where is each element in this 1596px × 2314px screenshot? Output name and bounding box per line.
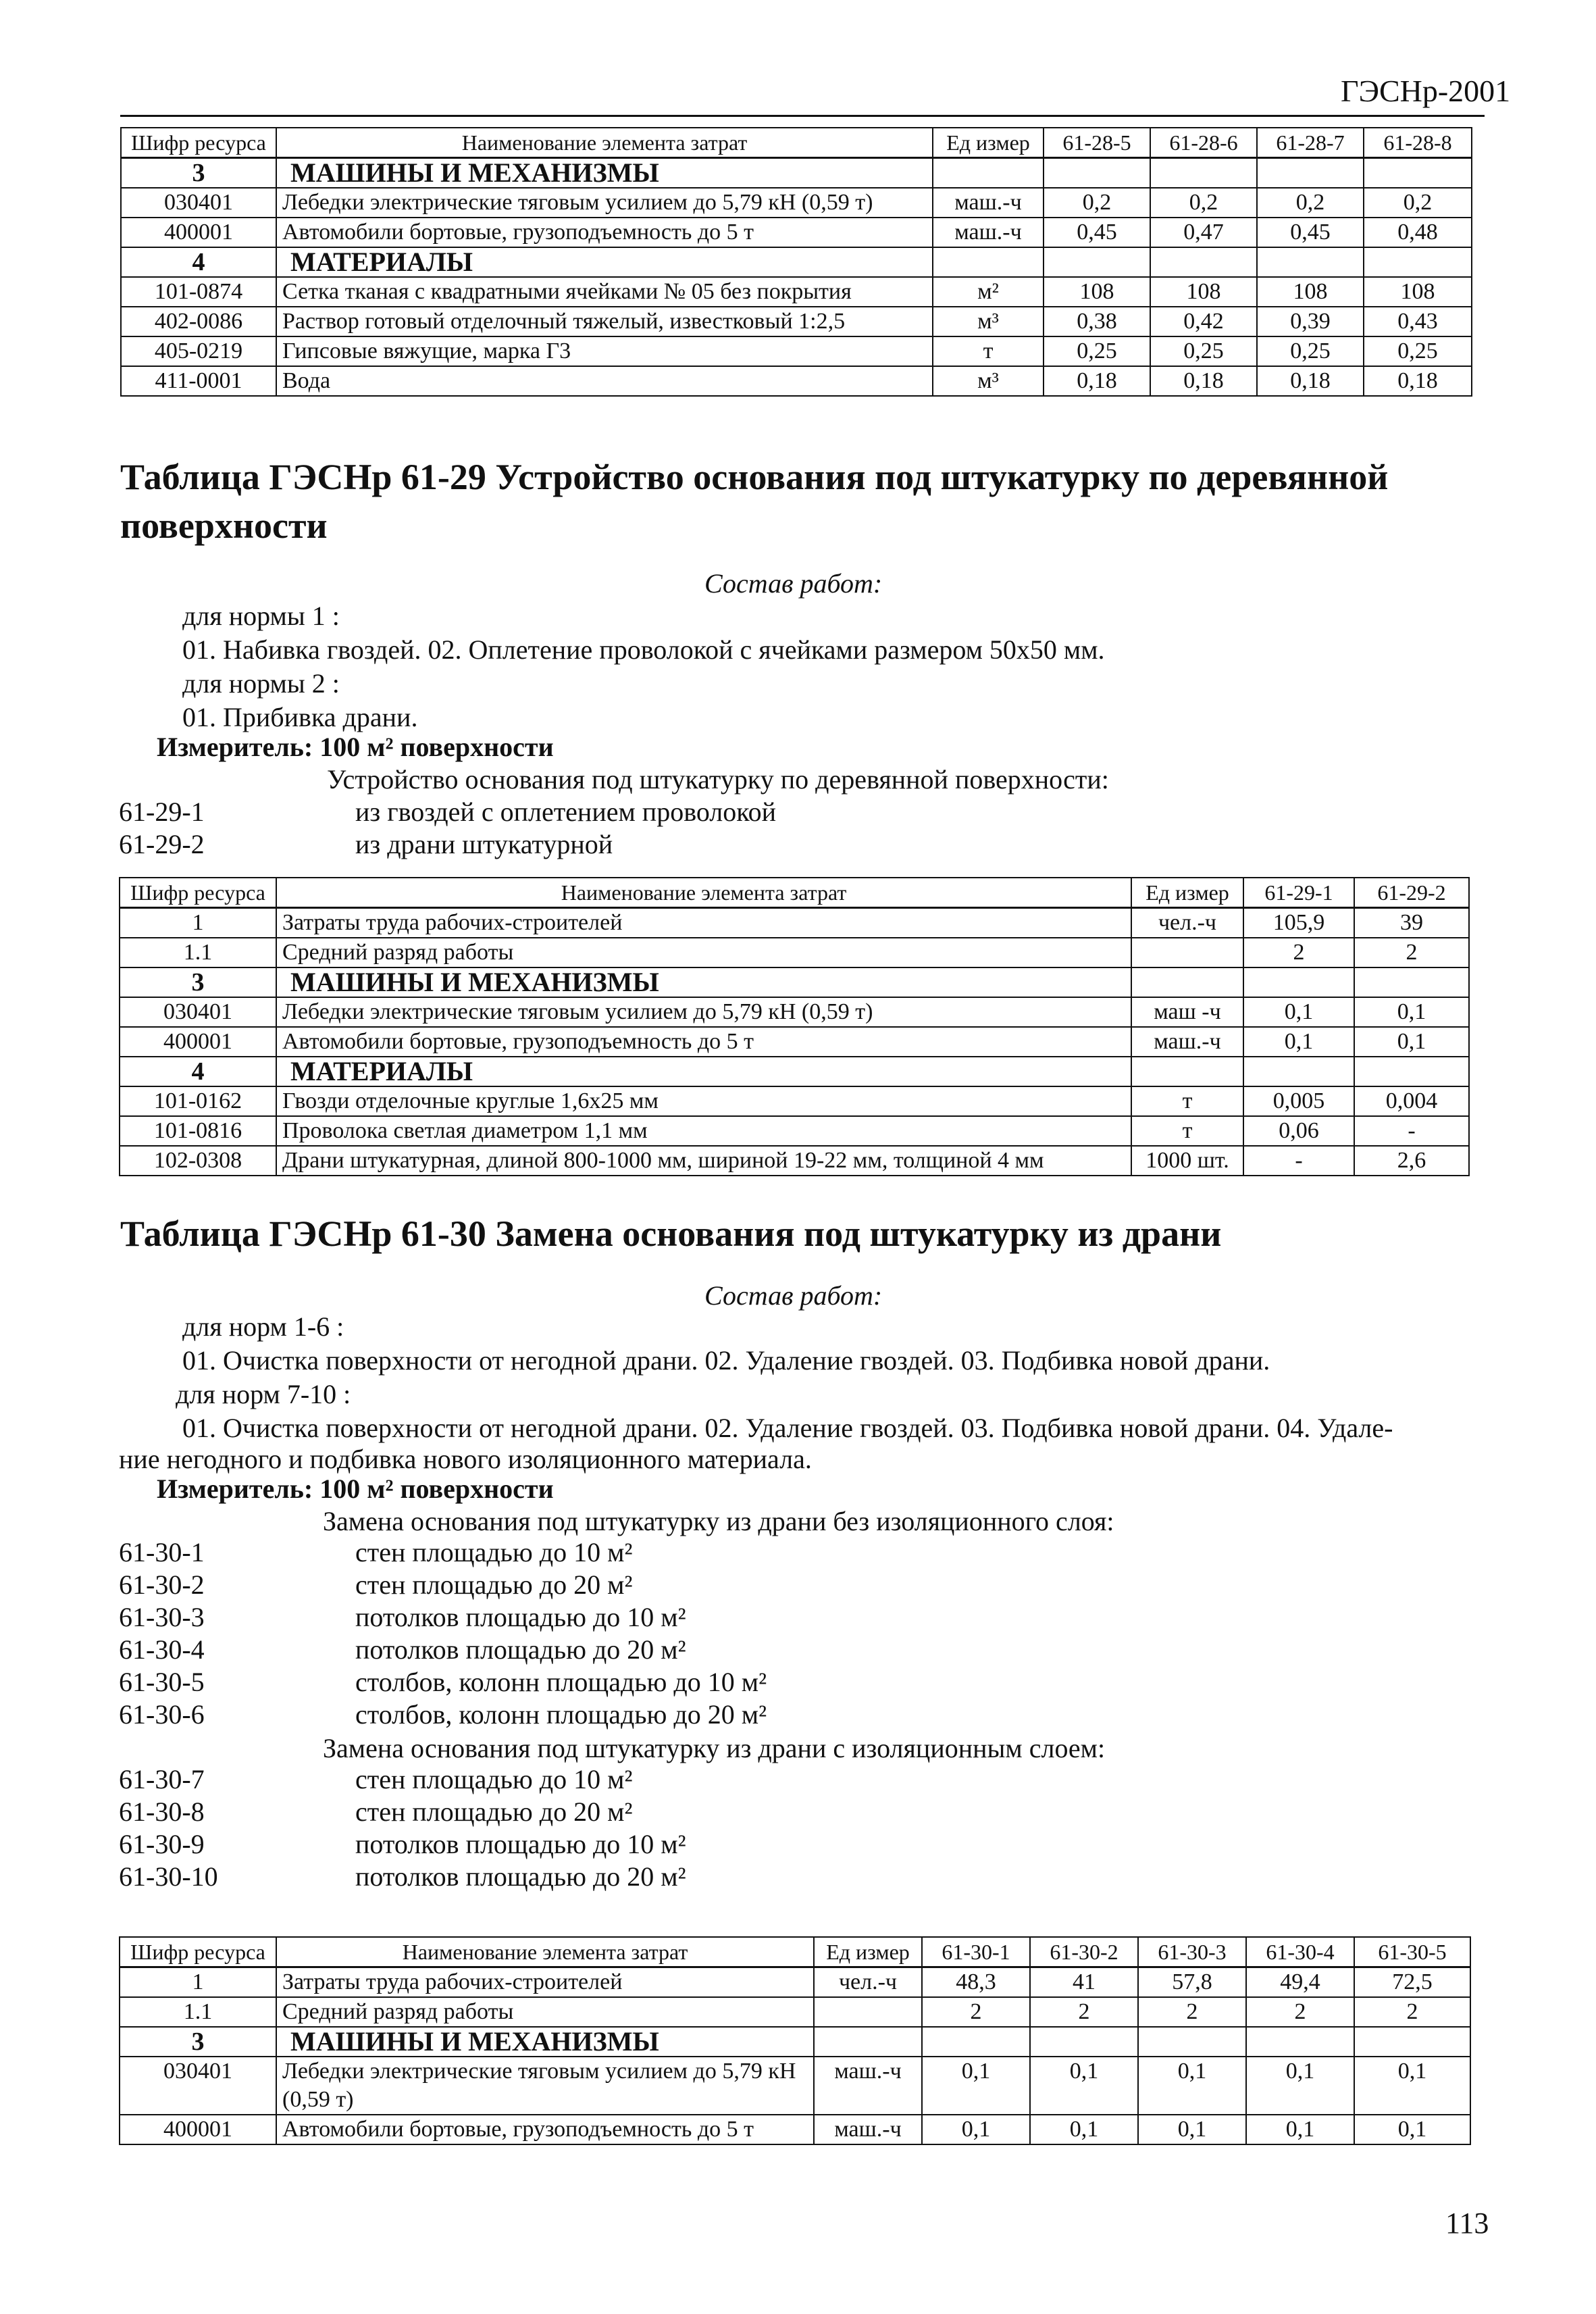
column-header: 61-30-1 [922,1937,1030,1967]
table-61-29 [119,877,1470,1176]
resource-code-cell: 402-0086 [121,307,276,336]
table-row [120,997,1469,1027]
table-row [120,1997,1470,2027]
resource-code-cell: 400001 [121,218,276,247]
resource-code-cell: 1 [120,908,276,938]
header-rule [120,115,1485,117]
value-cell: 0,1 [1138,2115,1246,2144]
cost-element-cell: МАТЕРИАЛЫ [276,247,933,277]
value-cell [1364,247,1472,277]
value-cell: 0,1 [922,2115,1030,2144]
table-row [121,218,1472,247]
table-row [120,1057,1469,1086]
work-line: 01. Набивка гвоздей. 02. Оплетение проволокой с ячейками размером 50х50 мм. [182,634,1105,665]
table-row [121,247,1472,277]
norm-code: 61-30-7 [119,1764,205,1794]
value-cell: 0,18 [1364,366,1472,396]
unit-cell: маш.-ч [814,2057,922,2115]
column-header: 61-28-7 [1257,128,1364,158]
unit-cell [814,2027,922,2057]
column-header: Шифр ресурса [120,878,276,908]
value-cell: 0,1 [1354,997,1469,1027]
value-cell: 72,5 [1354,1967,1470,1998]
resource-code-cell: 102-0308 [120,1146,276,1176]
measure-value: 100 м² поверхности [319,732,554,762]
value-cell: 2 [1354,938,1469,967]
value-cell: - [1354,1116,1469,1146]
table-row [120,2115,1470,2144]
cost-element-cell: Затраты труда рабочих-строителей [276,908,1131,938]
value-cell: 2 [1246,1997,1354,2027]
value-cell [1257,158,1364,188]
work-line: 01. Очистка поверхности от негодной драни. 02. Удаление гвоздей. 03. Подбивка новой драни. [182,1345,1270,1376]
column-header: Шифр ресурса [121,128,276,158]
resource-code-cell: 1.1 [120,1997,276,2027]
norm-group-label: Замена основания под штукатурку из драни без изоляционного слоя: [323,1506,1114,1536]
value-cell [1354,967,1469,997]
composition-heading: Состав работ: [704,568,883,599]
value-cell: 0,1 [1246,2057,1354,2115]
norm-name: из драни штукатурной [355,829,613,859]
work-line: 01. Прибивка драни. [182,702,418,732]
norm-name: потолков площадью до 20 м² [355,1634,686,1665]
value-cell: 0,45 [1257,218,1364,247]
value-cell: 0,45 [1044,218,1150,247]
table-row [120,1146,1469,1176]
value-cell: 0,1 [1030,2057,1138,2115]
norm-code: 61-30-6 [119,1699,205,1730]
norm-name: стен площадью до 10 м² [355,1764,633,1794]
value-cell: 2 [1030,1997,1138,2027]
cost-element-cell: Лебедки электрические тяговым усилием до 5,79 кН (0,59 т) [276,997,1131,1027]
value-cell: 48,3 [922,1967,1030,1998]
value-cell: 0,2 [1364,188,1472,218]
unit-cell: маш.-ч [814,2115,922,2144]
column-header: 61-30-3 [1138,1937,1246,1967]
value-cell: 0,1 [1246,2115,1354,2144]
value-cell: 0,48 [1364,218,1472,247]
cost-element-cell: МАШИНЫ И МЕХАНИЗМЫ [276,967,1131,997]
norm-group-label: Замена основания под штукатурку из драни с изоляционным слоем: [323,1733,1106,1763]
resource-code-cell: 3 [120,2027,276,2057]
table-row [120,908,1469,938]
unit-cell: т [1131,1116,1243,1146]
column-header: 61-29-2 [1354,878,1469,908]
value-cell: 0,25 [1364,336,1472,366]
value-cell: 57,8 [1138,1967,1246,1998]
cost-element-cell: Автомобили бортовые, грузоподъемность до 5 т [276,2115,814,2144]
unit-cell: чел.-ч [1131,908,1243,938]
unit-cell [933,158,1044,188]
value-cell: 0,2 [1150,188,1257,218]
value-cell: 108 [1044,277,1150,307]
norm-name: стен площадью до 20 м² [355,1569,633,1600]
unit-cell [1131,938,1243,967]
cost-element-cell: Вода [276,366,933,396]
value-cell: 0,1 [1354,2115,1470,2144]
value-cell [1044,158,1150,188]
unit-cell [814,1997,922,2027]
value-cell: 2,6 [1354,1146,1469,1176]
page-header: ГЭСНр-2001 [1341,74,1511,108]
column-header: Шифр ресурса [120,1937,276,1967]
value-cell: 0,06 [1243,1116,1354,1146]
value-cell: 0,1 [1138,2057,1246,2115]
norm-name: столбов, колонн площадью до 20 м² [355,1699,767,1730]
norm-name: из гвоздей с оплетением проволокой [355,797,777,827]
value-cell: 2 [1354,1997,1470,2027]
table-header-row [121,128,1472,158]
value-cell: 0,2 [1044,188,1150,218]
unit-cell [933,247,1044,277]
value-cell [1030,2027,1138,2057]
resource-code-cell: 3 [120,967,276,997]
value-cell: 0,1 [922,2057,1030,2115]
resource-code-cell: 030401 [120,2057,276,2115]
unit-cell: м³ [933,366,1044,396]
cost-element-cell: Сетка тканая с квадратными ячейками № 05 без покрытия [276,277,933,307]
resource-code-cell: 101-0162 [120,1086,276,1116]
value-cell [1246,2027,1354,2057]
value-cell [1243,967,1354,997]
unit-cell: маш.-ч [933,218,1044,247]
cost-element-cell: Гвозди отделочные круглые 1,6х25 мм [276,1086,1131,1116]
value-cell: 0,47 [1150,218,1257,247]
value-cell: 0,42 [1150,307,1257,336]
cost-element-cell: Гипсовые вяжущие, марка Г3 [276,336,933,366]
cost-element-cell: Автомобили бортовые, грузоподъемность до 5 т [276,1027,1131,1057]
resource-code-cell: 405-0219 [121,336,276,366]
section-title-61-29: Таблица ГЭСНр 61-29 Устройство основания под штукатурку по деревянной поверхности [120,457,1389,546]
table-row [121,158,1472,188]
table-row [120,967,1469,997]
column-header: 61-30-2 [1030,1937,1138,1967]
value-cell: 0,18 [1150,366,1257,396]
value-cell [1364,158,1472,188]
value-cell: 0,004 [1354,1086,1469,1116]
table-61-28 [120,127,1472,397]
norm-name: столбов, колонн площадью до 10 м² [355,1667,767,1697]
value-cell: 49,4 [1246,1967,1354,1998]
value-cell [1138,2027,1246,2057]
unit-cell: 1000 шт. [1131,1146,1243,1176]
table-row [121,307,1472,336]
value-cell: 0,005 [1243,1086,1354,1116]
resource-code-cell: 400001 [120,1027,276,1057]
resource-code-cell: 411-0001 [121,366,276,396]
norm-name: потолков площадью до 10 м² [355,1602,686,1632]
table-row [120,2057,1470,2115]
value-cell: 0,18 [1257,366,1364,396]
norm-code: 61-29-1 [119,797,205,827]
value-cell [1354,1057,1469,1086]
value-cell: 0,25 [1257,336,1364,366]
resource-code-cell: 101-0816 [120,1116,276,1146]
work-line: для нормы 1 : [182,601,340,631]
value-cell [922,2027,1030,2057]
composition-heading: Состав работ: [704,1280,883,1311]
norm-code: 61-29-2 [119,829,205,859]
norm-code: 61-30-8 [119,1796,205,1827]
unit-cell: м³ [933,307,1044,336]
measure-value: 100 м² поверхности [319,1474,554,1504]
value-cell: 108 [1257,277,1364,307]
column-header: Ед измер [933,128,1044,158]
table-row [121,336,1472,366]
unit-cell: маш.-ч [1131,1027,1243,1057]
table-61-30 [119,1936,1471,2145]
cost-element-cell: Лебедки электрические тяговым усилием до 5,79 кН (0,59 т) [276,188,933,218]
unit-cell: т [933,336,1044,366]
column-header: 61-28-6 [1150,128,1257,158]
unit-cell: т [1131,1086,1243,1116]
norm-code: 61-30-10 [119,1861,218,1892]
cost-element-cell: Затраты труда рабочих-строителей [276,1967,814,1998]
table-row [121,277,1472,307]
value-cell: 2 [1138,1997,1246,2027]
cost-element-cell: МАШИНЫ И МЕХАНИЗМЫ [276,2027,814,2057]
resource-code-cell: 1.1 [120,938,276,967]
resource-code-cell: 3 [121,158,276,188]
value-cell: 41 [1030,1967,1138,1998]
unit-cell: маш.-ч [933,188,1044,218]
table-header-row [120,1937,1470,1967]
cost-element-cell: Средний разряд работы [276,1997,814,2027]
value-cell: 0,25 [1044,336,1150,366]
norm-group-label: Устройство основания под штукатурку по деревянной поверхности: [327,764,1109,795]
cost-element-cell: Лебедки электрические тяговым усилием до 5,79 кН (0,59 т) [276,2057,814,2115]
value-cell [1150,247,1257,277]
table-row [121,366,1472,396]
column-header: 61-28-5 [1044,128,1150,158]
norm-code: 61-30-1 [119,1537,205,1567]
table-row [120,1116,1469,1146]
cost-element-cell: Автомобили бортовые, грузоподъемность до 5 т [276,218,933,247]
value-cell: 0,25 [1150,336,1257,366]
norm-name: стен площадью до 20 м² [355,1796,633,1827]
column-header: Наименование элемента затрат [276,1937,814,1967]
norm-name: стен площадью до 10 м² [355,1537,633,1567]
value-cell: 0,1 [1243,1027,1354,1057]
section-title-61-30: Таблица ГЭСНр 61-30 Замена основания под штукатурку из драни [120,1213,1222,1254]
norm-code: 61-30-2 [119,1569,205,1600]
value-cell: 39 [1354,908,1469,938]
norm-name: потолков площадью до 10 м² [355,1829,686,1859]
table-row [121,188,1472,218]
table-row [120,1027,1469,1057]
value-cell [1150,158,1257,188]
column-header: Ед измер [814,1937,922,1967]
measure-label: Измеритель: [157,732,313,762]
value-cell: 0,39 [1257,307,1364,336]
column-header: Наименование элемента затрат [276,878,1131,908]
unit-cell: м² [933,277,1044,307]
column-header: 61-30-5 [1354,1937,1470,1967]
resource-code-cell: 030401 [121,188,276,218]
value-cell [1044,247,1150,277]
value-cell: 105,9 [1243,908,1354,938]
value-cell: 108 [1364,277,1472,307]
value-cell: 0,1 [1243,997,1354,1027]
value-cell: 0,18 [1044,366,1150,396]
table-row [120,1086,1469,1116]
column-header: 61-30-4 [1246,1937,1354,1967]
work-line: для норм 7-10 : [176,1379,351,1409]
table-row [120,1967,1470,1998]
resource-code-cell: 1 [120,1967,276,1998]
value-cell: 2 [1243,938,1354,967]
resource-code-cell: 4 [121,247,276,277]
value-cell: 2 [922,1997,1030,2027]
table-row [120,2027,1470,2057]
cost-element-cell: Раствор готовый отделочный тяжелый, известковый 1:2,5 [276,307,933,336]
value-cell: 108 [1150,277,1257,307]
value-cell [1257,247,1364,277]
value-cell: 0,2 [1257,188,1364,218]
work-line: ние негодного и подбивка нового изоляционного материала. [119,1444,812,1474]
unit-cell: маш -ч [1131,997,1243,1027]
measure-label: Измеритель: [157,1474,313,1504]
cost-element-cell: Драни штукатурная, длиной 800-1000 мм, шириной 19-22 мм, толщиной 4 мм [276,1146,1131,1176]
resource-code-cell: 030401 [120,997,276,1027]
norm-code: 61-30-4 [119,1634,205,1665]
cost-element-cell: МАШИНЫ И МЕХАНИЗМЫ [276,158,933,188]
column-header: Ед измер [1131,878,1243,908]
unit-cell: чел.-ч [814,1967,922,1998]
value-cell: - [1243,1146,1354,1176]
value-cell [1243,1057,1354,1086]
norm-code: 61-30-5 [119,1667,205,1697]
work-line: для норм 1-6 : [182,1311,344,1342]
norm-name: потолков площадью до 20 м² [355,1861,686,1892]
resource-code-cell: 400001 [120,2115,276,2144]
page-number: 113 [1445,2207,1489,2240]
work-line: 01. Очистка поверхности от негодной драни. 02. Удаление гвоздей. 03. Подбивка новой драни. 04. Удале- [182,1413,1393,1443]
unit-cell [1131,967,1243,997]
value-cell [1354,2027,1470,2057]
norm-code: 61-30-9 [119,1829,205,1859]
value-cell: 0,38 [1044,307,1150,336]
table-row [120,938,1469,967]
value-cell: 0,1 [1030,2115,1138,2144]
cost-element-cell: Проволока светлая диаметром 1,1 мм [276,1116,1131,1146]
unit-cell [1131,1057,1243,1086]
value-cell: 0,43 [1364,307,1472,336]
work-line: для нормы 2 : [182,668,340,699]
resource-code-cell: 4 [120,1057,276,1086]
value-cell: 0,1 [1354,1027,1469,1057]
column-header: 61-28-8 [1364,128,1472,158]
cost-element-cell: МАТЕРИАЛЫ [276,1057,1131,1086]
resource-code-cell: 101-0874 [121,277,276,307]
column-header: Наименование элемента затрат [276,128,933,158]
table-header-row [120,878,1469,908]
value-cell: 0,1 [1354,2057,1470,2115]
cost-element-cell: Средний разряд работы [276,938,1131,967]
norm-code: 61-30-3 [119,1602,205,1632]
column-header: 61-29-1 [1243,878,1354,908]
